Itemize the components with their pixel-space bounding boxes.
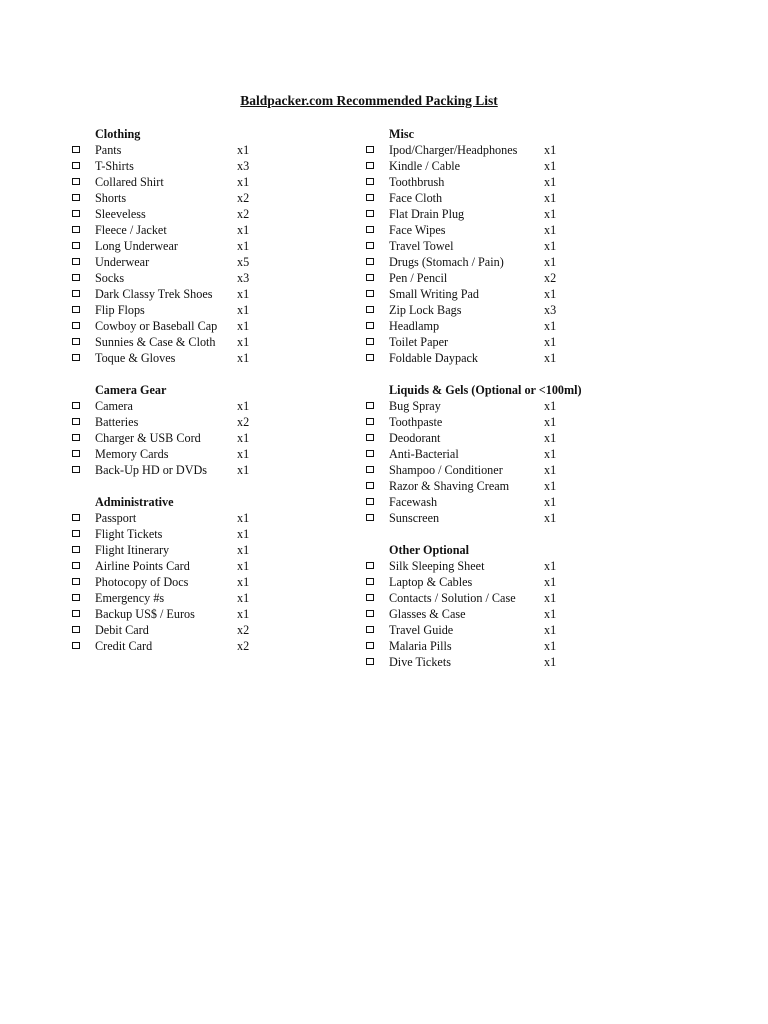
list-item (366, 190, 666, 206)
checkbox-icon (366, 642, 374, 649)
checkbox-icon (366, 514, 374, 521)
right-column (366, 126, 666, 686)
checkbox-icon (72, 306, 80, 313)
item-quantity: x1 (237, 511, 250, 525)
item-quantity: x1 (544, 639, 557, 653)
item-quantity: x1 (237, 239, 250, 253)
list-item (72, 446, 342, 462)
list-item (366, 350, 666, 366)
list-item (72, 526, 342, 542)
item-label: Batteries (95, 415, 139, 429)
checkbox-icon (72, 178, 80, 185)
list-item (72, 590, 342, 606)
item-quantity: x1 (544, 591, 557, 605)
list-item (366, 142, 666, 158)
list-item (366, 510, 666, 526)
list-item (72, 606, 342, 622)
checkbox-icon (366, 290, 374, 297)
list-item (366, 270, 666, 286)
list-item (72, 510, 342, 526)
item-quantity: x1 (237, 319, 250, 333)
item-label: Sleeveless (95, 207, 146, 221)
item-label: Laptop & Cables (389, 575, 473, 589)
checkbox-icon (366, 610, 374, 617)
item-quantity: x1 (237, 303, 250, 317)
item-label: Memory Cards (95, 447, 169, 461)
list-item (366, 462, 666, 478)
left-column (72, 126, 342, 670)
item-quantity: x3 (544, 303, 557, 317)
item-label: Collared Shirt (95, 175, 164, 189)
item-quantity: x1 (237, 399, 250, 413)
item-quantity: x1 (544, 191, 557, 205)
list-item (366, 302, 666, 318)
item-quantity: x1 (544, 399, 557, 413)
list-item (72, 558, 342, 574)
item-quantity: x1 (237, 175, 250, 189)
list-item (366, 622, 666, 638)
section-heading: Misc (389, 127, 415, 141)
item-quantity: x1 (237, 351, 250, 365)
checkbox-icon (366, 242, 374, 249)
list-item (72, 462, 342, 478)
item-quantity: x1 (544, 223, 557, 237)
checkbox-icon (366, 338, 374, 345)
item-label: Drugs (Stomach / Pain) (389, 255, 504, 269)
item-quantity: x3 (237, 159, 250, 173)
item-label: Travel Towel (389, 239, 454, 253)
item-label: Toothbrush (389, 175, 445, 189)
list-item (366, 654, 666, 670)
checkbox-icon (72, 322, 80, 329)
list-item (366, 494, 666, 510)
list-item (366, 174, 666, 190)
item-quantity: x1 (544, 319, 557, 333)
list-item (72, 238, 342, 254)
list-item (366, 238, 666, 254)
checkbox-icon (72, 594, 80, 601)
item-quantity: x1 (544, 463, 557, 477)
item-quantity: x1 (544, 239, 557, 253)
item-quantity: x3 (237, 271, 250, 285)
item-label: T-Shirts (95, 159, 134, 173)
section-liquids-gels-optional-or-100ml (366, 382, 666, 526)
item-quantity: x1 (544, 287, 557, 301)
item-label: Headlamp (389, 319, 440, 333)
item-label: Passport (95, 511, 137, 525)
list-item (72, 622, 342, 638)
checkbox-icon (72, 626, 80, 633)
item-label: Camera (95, 399, 133, 413)
item-label: Ipod/Charger/Headphones (389, 143, 518, 157)
list-item (72, 206, 342, 222)
item-label: Airline Points Card (95, 559, 190, 573)
checkbox-icon (72, 258, 80, 265)
list-item (72, 414, 342, 430)
checkbox-icon (72, 242, 80, 249)
list-item (72, 638, 342, 654)
item-label: Glasses & Case (389, 607, 466, 621)
list-item (72, 398, 342, 414)
item-quantity: x1 (544, 511, 557, 525)
page-title (0, 93, 738, 109)
checkbox-icon (366, 562, 374, 569)
checkbox-icon (366, 178, 374, 185)
list-item (366, 574, 666, 590)
item-label: Backup US$ / Euros (95, 607, 195, 621)
item-quantity: x1 (544, 159, 557, 173)
item-quantity: x1 (544, 351, 557, 365)
checkbox-icon (366, 194, 374, 201)
item-quantity: x1 (237, 591, 250, 605)
checkbox-icon (366, 418, 374, 425)
item-quantity: x1 (544, 431, 557, 445)
section-heading: Clothing (95, 127, 141, 141)
item-quantity: x1 (237, 143, 250, 157)
item-label: Photocopy of Docs (95, 575, 189, 589)
checkbox-icon (366, 450, 374, 457)
list-item (366, 590, 666, 606)
list-item (72, 158, 342, 174)
checkbox-icon (72, 450, 80, 457)
list-item (72, 542, 342, 558)
item-label: Flight Itinerary (95, 543, 170, 557)
item-quantity: x1 (237, 447, 250, 461)
checkbox-icon (366, 258, 374, 265)
item-quantity: x1 (544, 607, 557, 621)
section-heading: Administrative (95, 495, 174, 509)
section-camera-gear (72, 382, 342, 478)
item-label: Razor & Shaving Cream (389, 479, 510, 493)
item-label: Back-Up HD or DVDs (95, 463, 208, 477)
item-quantity: x1 (544, 447, 557, 461)
item-label: Dive Tickets (389, 655, 451, 669)
item-label: Socks (95, 271, 125, 285)
item-quantity: x2 (237, 623, 250, 637)
checkbox-icon (72, 290, 80, 297)
item-label: Bug Spray (389, 399, 441, 413)
checkbox-icon (366, 482, 374, 489)
checkbox-icon (72, 162, 80, 169)
item-label: Shorts (95, 191, 127, 205)
list-item (72, 286, 342, 302)
item-quantity: x1 (544, 255, 557, 269)
list-item (366, 414, 666, 430)
checkbox-icon (72, 578, 80, 585)
checkbox-icon (72, 546, 80, 553)
item-label: Toque & Gloves (95, 351, 176, 365)
page-title-text: Baldpacker.com Recommended Packing List (240, 93, 498, 108)
item-quantity: x1 (237, 607, 250, 621)
list-item (366, 478, 666, 494)
item-label: Facewash (389, 495, 438, 509)
item-quantity: x2 (237, 415, 250, 429)
item-label: Fleece / Jacket (95, 223, 167, 237)
item-quantity: x1 (544, 335, 557, 349)
checkbox-icon (366, 354, 374, 361)
item-quantity: x1 (237, 431, 250, 445)
item-quantity: x1 (544, 495, 557, 509)
checkbox-icon (72, 562, 80, 569)
section-clothing (72, 126, 342, 366)
list-item (366, 222, 666, 238)
item-quantity: x1 (544, 415, 557, 429)
item-label: Small Writing Pad (389, 287, 480, 301)
checkbox-icon (366, 274, 374, 281)
list-item (366, 558, 666, 574)
checkbox-icon (366, 322, 374, 329)
list-item (366, 446, 666, 462)
checkbox-icon (72, 226, 80, 233)
list-item (72, 430, 342, 446)
checkbox-icon (366, 594, 374, 601)
item-quantity: x1 (544, 207, 557, 221)
item-label: Debit Card (95, 623, 149, 637)
list-item (72, 574, 342, 590)
list-item (72, 318, 342, 334)
section-heading: Camera Gear (95, 383, 167, 397)
item-quantity: x5 (237, 255, 250, 269)
list-item (366, 318, 666, 334)
checkbox-icon (366, 434, 374, 441)
checkbox-icon (366, 226, 374, 233)
checkbox-icon (366, 162, 374, 169)
list-item (72, 302, 342, 318)
checkbox-icon (366, 626, 374, 633)
checkbox-icon (72, 274, 80, 281)
item-label: Face Cloth (389, 191, 443, 205)
checkbox-icon (366, 466, 374, 473)
item-quantity: x1 (544, 575, 557, 589)
item-quantity: x1 (237, 463, 250, 477)
list-item (366, 206, 666, 222)
item-quantity: x1 (237, 559, 250, 573)
item-quantity: x2 (237, 191, 250, 205)
list-item (72, 254, 342, 270)
checkbox-icon (72, 354, 80, 361)
item-label: Pen / Pencil (389, 271, 448, 285)
item-label: Flat Drain Plug (389, 207, 465, 221)
item-label: Emergency #s (95, 591, 165, 605)
section-heading: Other Optional (389, 543, 470, 557)
item-quantity: x1 (544, 623, 557, 637)
section-heading: Liquids & Gels (Optional or <100ml) (389, 383, 582, 397)
item-quantity: x2 (237, 639, 250, 653)
item-quantity: x1 (237, 543, 250, 557)
checkbox-icon (366, 210, 374, 217)
item-label: Charger & USB Cord (95, 431, 201, 445)
item-quantity: x1 (237, 287, 250, 301)
item-label: Toothpaste (389, 415, 443, 429)
list-item (72, 270, 342, 286)
item-label: Zip Lock Bags (389, 303, 462, 317)
item-quantity: x1 (237, 335, 250, 349)
item-label: Cowboy or Baseball Cap (95, 319, 218, 333)
item-quantity: x2 (544, 271, 557, 285)
item-label: Pants (95, 143, 122, 157)
checkbox-icon (72, 418, 80, 425)
checkbox-icon (72, 530, 80, 537)
item-label: Sunnies & Case & Cloth (95, 335, 216, 349)
item-label: Deodorant (389, 431, 441, 445)
list-item (366, 606, 666, 622)
item-label: Kindle / Cable (389, 159, 461, 173)
item-quantity: x2 (237, 207, 250, 221)
checkbox-icon (72, 610, 80, 617)
checkbox-icon (366, 306, 374, 313)
item-label: Dark Classy Trek Shoes (95, 287, 213, 301)
section-administrative (72, 494, 342, 654)
item-quantity: x1 (237, 575, 250, 589)
checkbox-icon (72, 402, 80, 409)
item-quantity: x1 (544, 559, 557, 573)
item-label: Contacts / Solution / Case (389, 591, 516, 605)
list-item (366, 254, 666, 270)
item-label: Malaria Pills (389, 639, 452, 653)
item-label: Toilet Paper (389, 335, 449, 349)
item-label: Shampoo / Conditioner (389, 463, 503, 477)
checkbox-icon (72, 642, 80, 649)
checkbox-icon (72, 210, 80, 217)
item-label: Silk Sleeping Sheet (389, 559, 485, 573)
list-item (366, 430, 666, 446)
list-item (72, 174, 342, 190)
checkbox-icon (72, 338, 80, 345)
list-item (366, 286, 666, 302)
list-item (366, 638, 666, 654)
item-label: Credit Card (95, 639, 153, 653)
list-item (72, 334, 342, 350)
section-misc (366, 126, 666, 366)
list-item (72, 350, 342, 366)
item-label: Sunscreen (389, 511, 440, 525)
checkbox-icon (72, 466, 80, 473)
checkbox-icon (72, 146, 80, 153)
checkbox-icon (366, 578, 374, 585)
item-label: Anti-Bacterial (389, 447, 459, 461)
checkbox-icon (366, 146, 374, 153)
item-quantity: x1 (544, 655, 557, 669)
item-label: Long Underwear (95, 239, 178, 253)
item-label: Flip Flops (95, 303, 145, 317)
list-item (72, 222, 342, 238)
list-item (366, 334, 666, 350)
item-label: Travel Guide (389, 623, 454, 637)
checkbox-icon (366, 658, 374, 665)
section-other-optional (366, 542, 666, 670)
checkbox-icon (72, 514, 80, 521)
item-label: Underwear (95, 255, 150, 269)
list-item (72, 142, 342, 158)
checkbox-icon (366, 498, 374, 505)
list-item (366, 158, 666, 174)
item-label: Flight Tickets (95, 527, 163, 541)
item-quantity: x1 (544, 143, 557, 157)
checkbox-icon (366, 402, 374, 409)
checkbox-icon (72, 434, 80, 441)
list-item (72, 190, 342, 206)
item-quantity: x1 (544, 479, 557, 493)
item-label: Face Wipes (389, 223, 446, 237)
checkbox-icon (72, 194, 80, 201)
item-quantity: x1 (544, 175, 557, 189)
item-label: Foldable Daypack (389, 351, 479, 365)
item-quantity: x1 (237, 223, 250, 237)
list-item (366, 398, 666, 414)
item-quantity: x1 (237, 527, 250, 541)
